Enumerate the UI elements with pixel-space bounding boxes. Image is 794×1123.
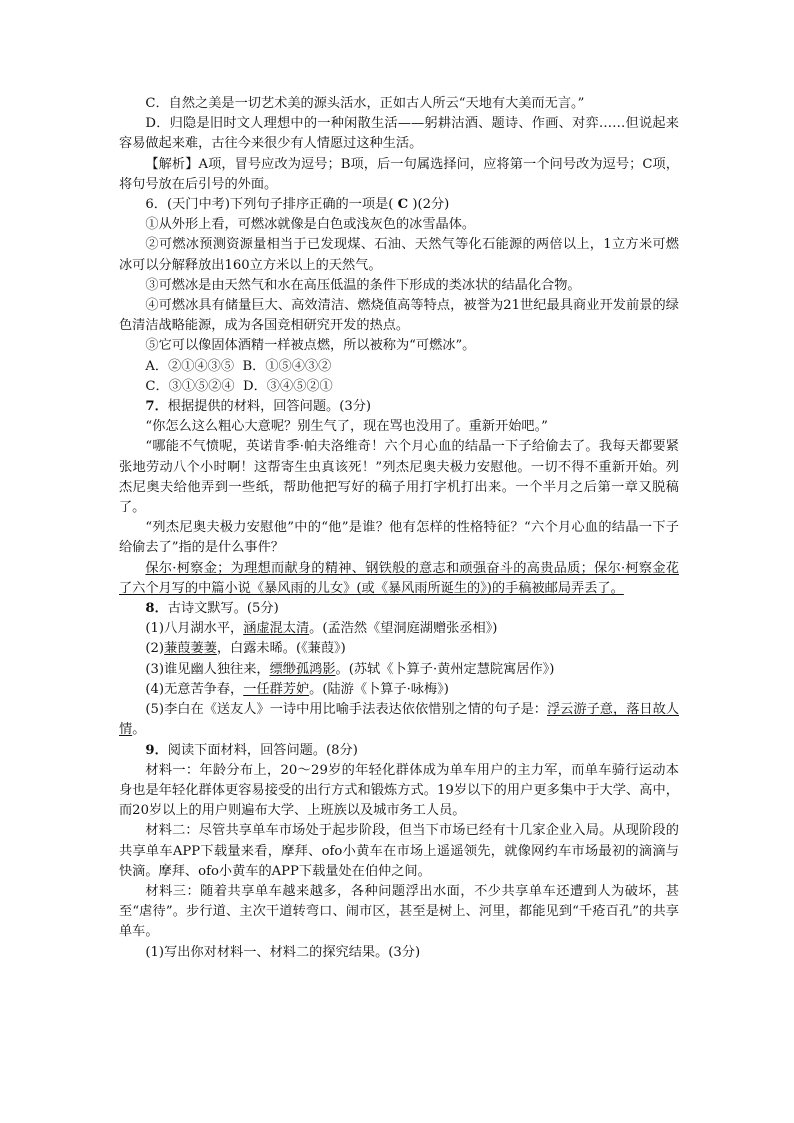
q7-material-1: “你怎么这么粗心大意呢？别生气了，现在骂也没用了。重新开始吧。” — [145, 419, 548, 435]
q6-stem — [119, 195, 679, 215]
analysis-text: A项，冒号应改为逗号；B项，后一句属选择问，应将第一个问号改为逗号；C项，将句号放在后引号的外面。 — [119, 156, 679, 192]
q7-answer: 保尔·柯察金；为理想而献身的精神、钢铁般的意志和顽强奋斗的高贵品质；保尔·柯察金花了六个月写的中篇小说《暴风雨的儿女》(或《暴风雨所诞生的》)的手稿被邮局弄丢了。 — [119, 560, 679, 596]
q6-sentence-1: ①从外形上看，可燃冰就像是白色或浅灰色的冰雪晶体。 — [145, 217, 476, 233]
q8-item-3-answer: 缥缈孤鸿影 — [269, 661, 336, 677]
q8-item-5-answer: 浮云游子意，落日故人情 — [119, 702, 679, 738]
q9-subquestion-1: (1)写出你对材料一、材料二的探究结果。(3分) — [145, 944, 421, 960]
q8-item-3 — [119, 660, 679, 680]
q8-item-1-answer: 涵虚混太清 — [243, 621, 310, 637]
q7-material-2: “哪能不气愤呢，英诺肯季·帕夫洛维奇！六个月心血的结晶一下子给偷去了。我每天都要紧张地劳动八个小时啊！这帮寄生虫真该死！”列杰尼奥夫极力安慰他。一切不得不重新开始。列杰尼奥夫给他弄到一些纸，帮助他把写好的稿子用打字机打出来。一个半月之后第一章又脱稿了。 — [119, 439, 679, 516]
q8-item-2-text: (2) — [145, 641, 165, 657]
q7-stem-text: 根据提供的材料，回答问题。(3分) — [167, 399, 372, 415]
q6-option-d: D．③④⑤②① — [243, 378, 333, 394]
q6-answer: C — [397, 197, 409, 213]
q8-item-4-source: 。(陆游《卜算子·咏梅》) — [309, 681, 449, 697]
q9-number: 9． — [145, 742, 168, 758]
q9-material-2: 材料二：尽管共享单车市场处于起步阶段，但当下市场已经有十几家企业入局。从现阶段的共享单车APP下载量来看，摩拜、ofo小黄车在市场上遥遥领先，就像网约车市场最初的滴滴与快滴。摩拜、ofo小黄车的APP下载量处在伯仲之间。 — [119, 823, 679, 879]
q8-item-1-source: 。(孟浩然《望洞庭湖赠张丞相》) — [309, 621, 498, 637]
q8-item-2 — [119, 639, 679, 659]
q6-options-ab — [119, 357, 679, 377]
q8-item-4 — [119, 680, 679, 700]
q6-sentence-4: ④可燃冰具有储量巨大、高效清洁、燃烧值高等特点，被誉为21世纪最具商业开发前景的绿色清洁战略能源，成为各国竞相研究开发的热点。 — [119, 298, 679, 334]
q8-item-5 — [119, 700, 679, 740]
q7-question: “列杰尼奥夫极力安慰他”中的“他”是谁？他有怎样的性格特征？“六个月心血的结晶一下子给偷去了”指的是什么事件？ — [119, 520, 679, 556]
q8-item-1 — [119, 619, 679, 639]
q7-stem — [119, 397, 679, 417]
q5-option-d: D．归隐是旧时文人理想中的一种闲散生活——躬耕沽酒、题诗、作画、对弈……但说起来容易做起来难，古往今来很少有人情愿过这种生活。 — [119, 116, 679, 152]
q8-item-5-end: 。 — [132, 722, 146, 738]
q8-item-3-source: 。(苏轼《卜算子·黄州定慧院寓居作》) — [335, 661, 555, 677]
q7-number: 7． — [145, 399, 168, 415]
q6-option-a: A．②①④③⑤ — [145, 358, 235, 374]
q9-material-3: 材料三：随着共享单车越来越多，各种问题浮出水面，不少共享单车还遭到人为破坏，甚至“虐待”。步行道、主次干道转弯口、闹市区，甚至是树上、河里，都能见到“千疮百孔”的共享单车。 — [119, 883, 679, 940]
q5-option-c: C．自然之美是一切艺术美的源头活水，正如古人所云“天地有大美而无言。” — [145, 96, 585, 111]
q9-stem — [119, 741, 679, 761]
q8-item-4-text: (4)无意苦争春， — [145, 681, 244, 697]
q6-sentence-2: ②可燃冰预测资源量相当于已发现煤、石油、天然气等化石能源的两倍以上，1立方米可燃冰可以分解释放出160立方米以上的天然气。 — [119, 237, 679, 273]
q8-item-2-answer: 蒹葭萋萋 — [164, 641, 217, 657]
q6-score: )(2分) — [412, 197, 450, 213]
q8-item-3-text: (3)谁见幽人独往来， — [145, 661, 270, 677]
q9-stem-text: 阅读下面材料，回答问题。(8分) — [167, 742, 358, 758]
q6-sentence-5: ⑤它可以像固体酒精一样被点燃，所以被称为“可燃冰”。 — [145, 338, 476, 354]
q6-options-cd — [119, 377, 679, 397]
q8-item-2-source: ，白露未晞。(《蒹葭》) — [216, 641, 346, 657]
q6-option-b: B．①⑤④③② — [242, 358, 332, 374]
q9-material-1: 材料一：年龄分布上，20～29岁的年轻化群体成为单车用户的主力军，而单车骑行运动本身也是年轻化群体更容易接受的出行方式和锻炼方式。19岁以下的用户更多集中于大学、高中，而20岁以上的用户则遍布大学、上班族以及城市务工人员。 — [119, 762, 679, 819]
q8-item-4-answer: 一任群芳妒 — [243, 681, 310, 697]
q5-analysis — [119, 155, 679, 195]
q6-option-c: C．③①⑤②④ — [145, 378, 235, 394]
q6-sentence-3: ③可燃冰是由天然气和水在高压低温的条件下形成的类冰状的结晶化合物。 — [145, 277, 581, 293]
analysis-tag: 【解析】 — [145, 156, 199, 172]
q8-item-1-text: (1)八月湖水平， — [145, 621, 244, 637]
q8-stem-text: 古诗文默写。(5分) — [167, 601, 279, 617]
q6-stem-text: 6．(天门中考)下列句子排序正确的一项是( — [145, 197, 394, 213]
q8-stem — [119, 599, 679, 619]
document-page — [119, 94, 679, 963]
q8-number: 8． — [145, 601, 168, 617]
q8-item-5-text: (5)李白在《送友人》一诗中用比喻手法表达依依惜别之情的句子是： — [145, 702, 547, 718]
